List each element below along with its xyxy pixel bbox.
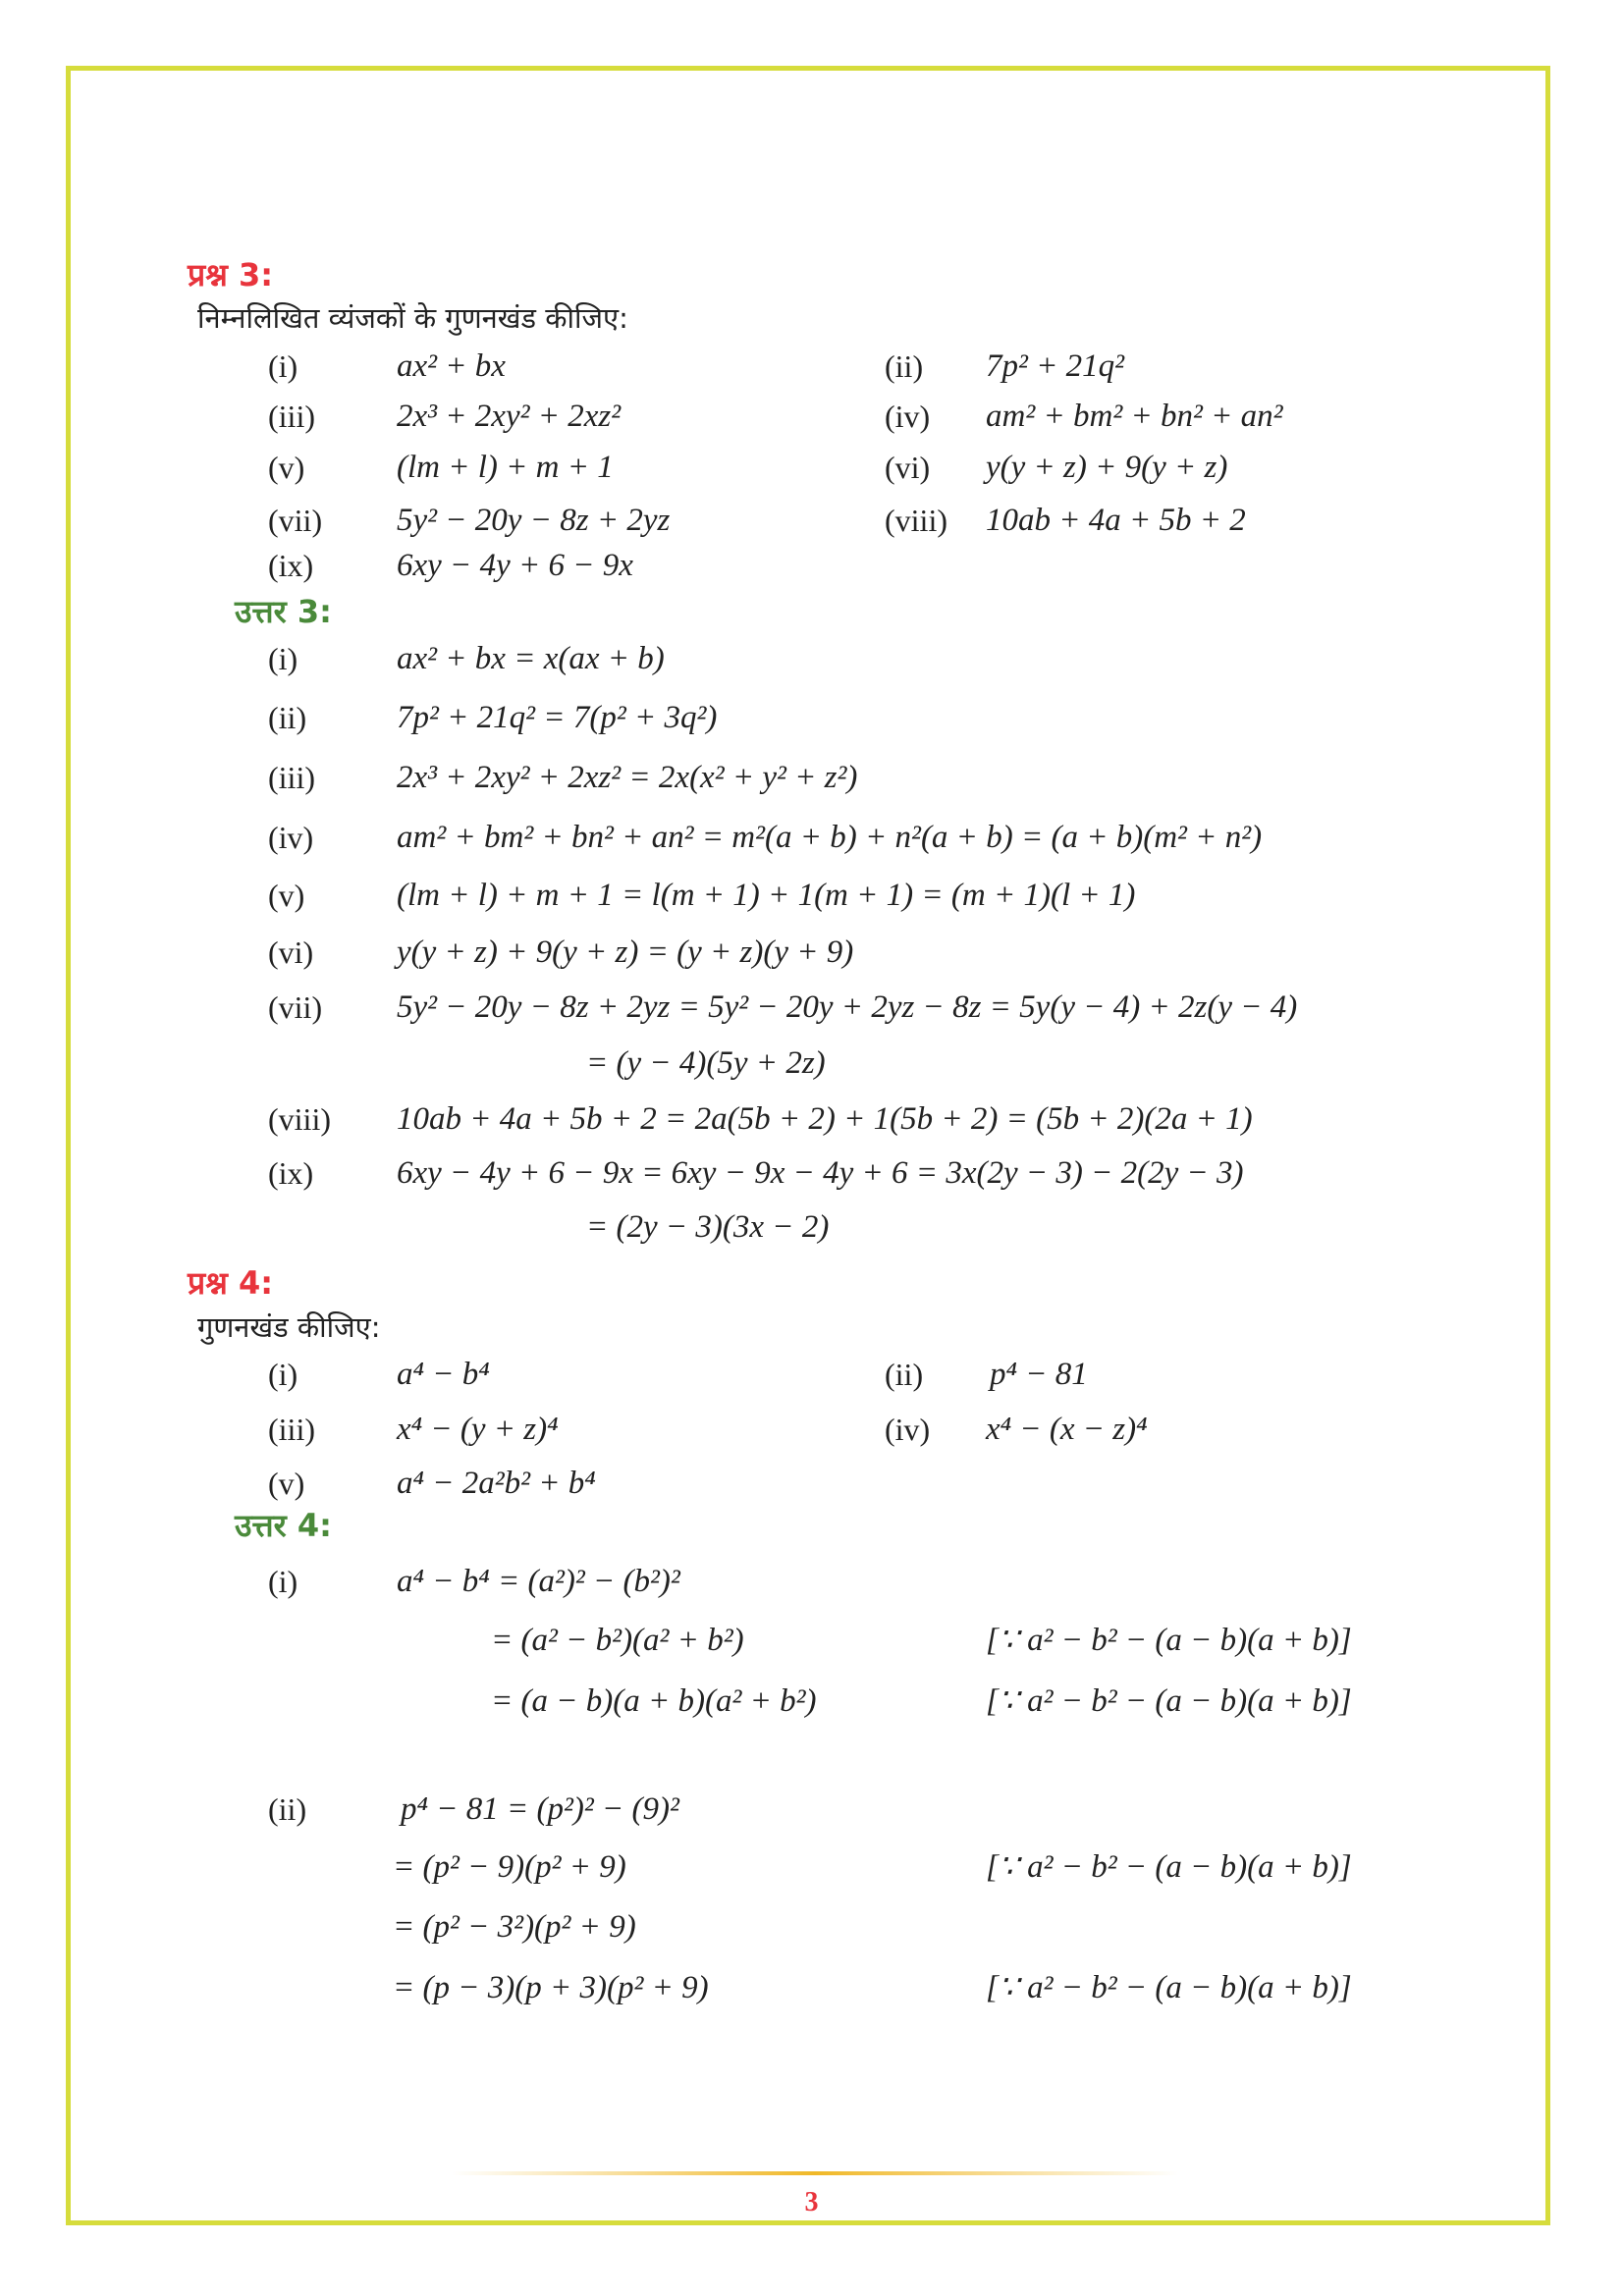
q3-item-expr: 10ab + 4a + 5b + 2	[986, 503, 1246, 538]
question-4-instruction: गुणनखंड कीजिए:	[197, 1310, 381, 1344]
q4-item-label: (iv)	[885, 1412, 931, 1447]
q3-item-label: (vi)	[885, 450, 931, 485]
a3-item-label: (iv)	[268, 820, 314, 855]
a3-item-expr: 10ab + 4a + 5b + 2 = 2a(5b + 2) + 1(5b + 2) = (5b + 2)(2a + 1)	[397, 1101, 1253, 1137]
a3-item-label: (vi)	[268, 934, 314, 970]
q3-item-label: (ii)	[885, 348, 924, 384]
a4-i-line: a⁴ − b⁴ = (a²)² − (b²)²	[397, 1564, 680, 1599]
q4-item-expr: x⁴ − (x − z)⁴	[986, 1412, 1148, 1447]
a3-item-expr: (lm + l) + m + 1 = l(m + 1) + 1(m + 1) = (m + 1)(l + 1)	[397, 878, 1136, 913]
a4-ii-line: p⁴ − 81 = (p²)² − (9)²	[401, 1791, 679, 1827]
a3-item-expr: 5y² − 20y − 8z + 2yz = 5y² − 20y + 2yz − 8z = 5y(y − 4) + 2z(y − 4)	[397, 989, 1298, 1025]
a4-ii-note: [∵ a² − b² − (a − b)(a + b)]	[986, 1970, 1352, 2005]
a4-i-line: = (a² − b²)(a² + b²)	[491, 1623, 744, 1658]
footer-divider	[452, 2171, 1178, 2175]
a4-ii-line: = (p − 3)(p + 3)(p² + 9)	[393, 1970, 709, 2005]
a3-item-expr: 6xy − 4y + 6 − 9x = 6xy − 9x − 4y + 6 = 3x(2y − 3) − 2(2y − 3)	[397, 1155, 1244, 1191]
answer-3-heading: उत्तर 3:	[235, 593, 332, 630]
a3-item-label: (v)	[268, 878, 305, 913]
q3-item-label: (vii)	[268, 503, 323, 538]
a3-item-label: (viii)	[268, 1101, 331, 1137]
a3-item-label: (i)	[268, 641, 298, 676]
a4-ii-label: (ii)	[268, 1791, 307, 1827]
q4-item-label: (v)	[268, 1466, 305, 1501]
q3-item-expr: 2x³ + 2xy² + 2xz²	[397, 399, 622, 434]
a3-item-continuation: = (y − 4)(5y + 2z)	[586, 1045, 826, 1081]
a3-item-expr: ax² + bx = x(ax + b)	[397, 641, 665, 676]
question-3-instruction: निम्नलिखित व्यंजकों के गुणनखंड कीजिए:	[197, 301, 628, 335]
a4-i-note: [∵ a² − b² − (a − b)(a + b)]	[986, 1623, 1352, 1658]
answer-4-heading: उत्तर 4:	[235, 1507, 332, 1544]
a4-ii-line: = (p² − 3²)(p² + 9)	[393, 1909, 636, 1945]
question-3-heading: प्रश्न 3:	[188, 256, 274, 294]
a4-i-note: [∵ a² − b² − (a − b)(a + b)]	[986, 1683, 1352, 1719]
q4-item-label: (iii)	[268, 1412, 315, 1447]
a4-i-line: = (a − b)(a + b)(a² + b²)	[491, 1683, 817, 1719]
a3-item-expr: 7p² + 21q² = 7(p² + 3q²)	[397, 700, 718, 735]
q4-item-expr: a⁴ − b⁴	[397, 1357, 490, 1392]
q3-item-label: (viii)	[885, 503, 947, 538]
a3-item-expr: am² + bm² + bn² + an² = m²(a + b) + n²(a + b) = (a + b)(m² + n²)	[397, 820, 1263, 855]
a3-item-expr: y(y + z) + 9(y + z) = (y + z)(y + 9)	[397, 934, 854, 970]
a3-item-expr: 2x³ + 2xy² + 2xz² = 2x(x² + y² + z²)	[397, 760, 858, 795]
q4-item-expr: p⁴ − 81	[990, 1357, 1088, 1392]
a3-item-label: (ii)	[268, 700, 307, 735]
q3-item-expr: 6xy − 4y + 6 − 9x	[397, 548, 633, 583]
a4-ii-line: = (p² − 9)(p² + 9)	[393, 1849, 626, 1885]
q3-item-expr: ax² + bx	[397, 348, 506, 384]
a3-item-label: (iii)	[268, 760, 315, 795]
q3-item-label: (iv)	[885, 399, 931, 434]
q4-item-expr: a⁴ − 2a²b² + b⁴	[397, 1466, 596, 1501]
a3-item-label: (vii)	[268, 989, 323, 1025]
q3-item-expr: 7p² + 21q²	[986, 348, 1125, 384]
question-4-heading: प्रश्न 4:	[188, 1264, 274, 1302]
q4-item-label: (ii)	[885, 1357, 924, 1392]
q3-item-expr: y(y + z) + 9(y + z)	[986, 450, 1228, 485]
q3-item-expr: am² + bm² + bn² + an²	[986, 399, 1283, 434]
q4-item-expr: x⁴ − (y + z)⁴	[397, 1412, 559, 1447]
a4-i-label: (i)	[268, 1564, 298, 1599]
q3-item-expr: (lm + l) + m + 1	[397, 450, 614, 485]
q3-item-label: (v)	[268, 450, 305, 485]
q3-item-label: (ix)	[268, 548, 314, 583]
a4-ii-note: [∵ a² − b² − (a − b)(a + b)]	[986, 1849, 1352, 1885]
a3-item-label: (ix)	[268, 1155, 314, 1191]
a3-item-continuation: = (2y − 3)(3x − 2)	[586, 1209, 830, 1245]
q3-item-label: (iii)	[268, 399, 315, 434]
page-border	[66, 66, 1550, 2225]
q4-item-label: (i)	[268, 1357, 298, 1392]
page-number: 3	[804, 2187, 819, 2217]
q3-item-label: (i)	[268, 348, 298, 384]
q3-item-expr: 5y² − 20y − 8z + 2yz	[397, 503, 671, 538]
